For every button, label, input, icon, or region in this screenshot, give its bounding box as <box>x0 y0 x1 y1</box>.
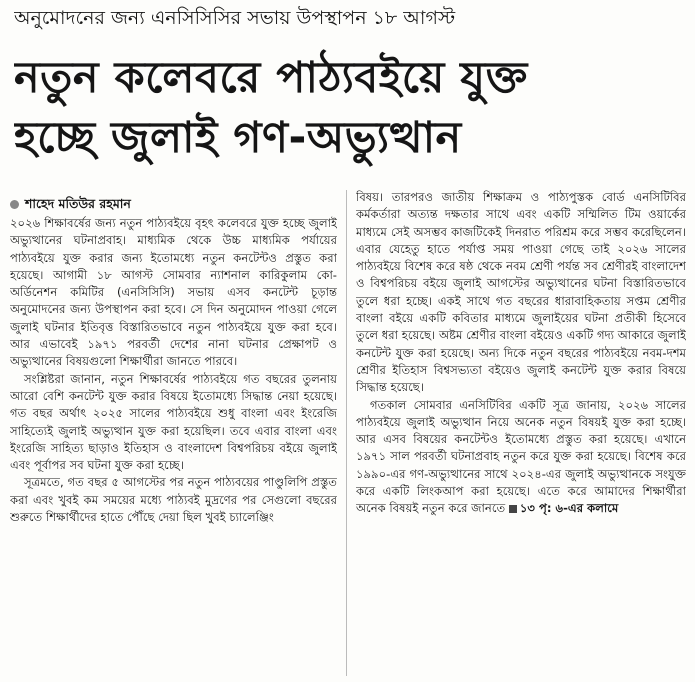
bullet-icon <box>10 200 19 209</box>
kicker-line: অনুমোদনের জন্য এনসিসিসির সভায় উপস্থাপন ১৮ আগস্ট <box>14 7 456 29</box>
headline-line-2: হচ্ছে জুলাই গণ-অভ্যুত্থান <box>14 113 462 163</box>
article-column-right <box>356 189 686 677</box>
paragraph: বিষয়। তারপরও জাতীয় শিক্ষাক্রম ও পাঠ্যপুস্তক বোর্ড এনসিটিবির কর্মকর্তারা অত্যন্ত দক্ষতার সাথে এবং একটি সম্মিলিত টিম ওয়ার্কের মাধ্যমে সেই অসম্ভব কাজটিকেই দিনরাত পরিশ্রম করে সম্ভব করেছিলেন। এবার যেহেতু হাতে পর্যাপ্ত সময় পাওয়া গেছে তাই ২০২৬ সালের পাঠ্যবইয়ে বিশেষ করে ষষ্ঠ থেকে নবম শ্রেণী পর্যন্ত সব শ্রেণীরই বাংলাদেশ ও বিশ্বপরিচয় বইয়ে জুলাই আগস্টের অভ্যুত্থানের ঘটনা বিস্তারিতভাবে তুলে ধরা হচ্ছে। একই সাথে গত বছরের ধারাবাহিকতায় সপ্তম শ্রেণীর বাংলা বইয়ে একটি কবিতার মাধ্যমে জুলাইয়ের ঘটনা প্রতীকী হিসেবে তুলে ধরা হয়েছে। অষ্টম শ্রেণীর বাংলা বইয়েও একটি গদ্য আকারে জুলাই কনটেন্ট যুক্ত করা হয়েছে। অন্য দিকে নতুন বছরের পাঠ্যবইয়ে নবম-দশম শ্রেণীর ইতিহাস বিশ্বসভ্যতা বইয়েও জুলাই কনটেন্ট যুক্ত করার বিষয়ে সিদ্ধান্ত হয়েছে। <box>356 190 686 395</box>
paragraph-text: গতকাল সোমবার এনসিটিবির একটি সূত্র জানায়, ২০২৬ সালের পাঠ্যবইয়ে জুলাই অভ্যুত্থান নিয়ে অনেক নতুন বিষয়ই যুক্ত করা হচ্ছে। আর এসব বিষয়ের কনটেন্টও ইতোমধ্যে প্রস্তুত করা হয়েছে। এখানে ১৯৭১ সাল পরবর্তী ঘটনাপ্রবাহ নতুন করে যুক্ত করা হয়েছে। বিশেষ করে ১৯৯০-এর গণ-অভ্যুত্থানের সাথে ২০২৪-এর জুলাই অভ্যুত্থানকে সংযুক্ত করে একটি লিংকআপ করা হয়েছে। এতে করে আমাদের শিক্ষার্থীরা অনেক বিষয়ই নতুন করে জানতে <box>356 397 686 516</box>
paragraph: সংশ্লিষ্টরা জানান, নতুন শিক্ষাবর্ষের পাঠ্যবইয়ে গত বছরের তুলনায় আরো বেশি কনটেন্ট যুক্ত করার বিষয়ে ইতোমধ্যে সিদ্ধান্ত নেয়া হয়েছে। গত বছর অর্থাৎ ২০২৫ সালের পাঠ্যবইয়ে শুধু বাংলা এবং ইংরেজি সাহিত্যেই জুলাই অভ্যুত্থান যুক্ত করা হয়েছিল। তবে এবার বাংলা এবং ইংরেজি সাহিত্য ছাড়াও ইতিহাস ও বাংলাদেশ বিশ্বপরিচয় বইয়ে জুলাই এবং পূর্বাপর সব ঘটনা যুক্ত করা হচ্ছে। <box>10 371 337 473</box>
paragraph: সূত্রমতে, গত বছর ৫ আগস্টের পর নতুন পাঠ্যবয়ের পাণ্ডুলিপি প্রস্তুত করা এবং খুবই কম সময়ের মধ্যে পাঠ্যবই মুদ্রণের পর সেগুলো বছরের শুরুতে শিক্ষার্থীদের হাতে পৌঁছে দেয়া ছিল খুবই চ্যালেঞ্জিং <box>10 475 337 525</box>
column-divider <box>346 190 347 676</box>
paragraph: ২০২৬ শিক্ষাবর্ষের জন্য নতুন পাঠ্যবইয়ে বৃহৎ কলেবরে যুক্ত হচ্ছে জুলাই অভ্যুত্থানের ঘটনাপ্রবাহ। মাধ্যমিক থেকে উচ্চ মাধ্যমিক পর্যায়ের পাঠ্যবইয়ে যুক্ত করার জন্য ইতোমধ্যে নতুন কনটেন্টও প্রস্তুত করা হয়েছে। আগামী ১৮ আগস্ট সোমবার ন্যাশনাল কারিকুলাম কো-অর্ডিনেশন কমিটির (এনসিসিসি) সভায় এসব কনটেন্ট চূড়ান্ত অনুমোদনের জন্য উপস্থাপন করা হবে। সে দিন অনুমোদন পাওয়া গেলে জুলাই ঘটনার ইতিবৃত্ত বিস্তারিতভাবে নতুন পাঠ্যবইয়ে যুক্ত করা হবে। আর এভাবেই ১৯৭১ পরবর্তী দেশের নানা ঘটনার প্রেক্ষাপট ও অভ্যুত্থানের বিষয়গুলো শিক্ষার্থীরা জানতে পারবে। <box>10 216 337 369</box>
jump-text: ১৩ পৃ: ৬-এর কলামে <box>519 501 619 516</box>
square-bullet-icon <box>509 505 517 513</box>
paragraph <box>356 397 686 518</box>
continuation-jump <box>509 501 618 515</box>
headline-line-1: নতুন কলেবরে পাঠ্যবইয়ে যুক্ত <box>14 53 528 103</box>
headline <box>14 48 682 168</box>
byline <box>10 195 340 213</box>
byline-author: শাহেদ মতিউর রহমান <box>25 196 131 211</box>
article-column-left <box>10 215 337 677</box>
